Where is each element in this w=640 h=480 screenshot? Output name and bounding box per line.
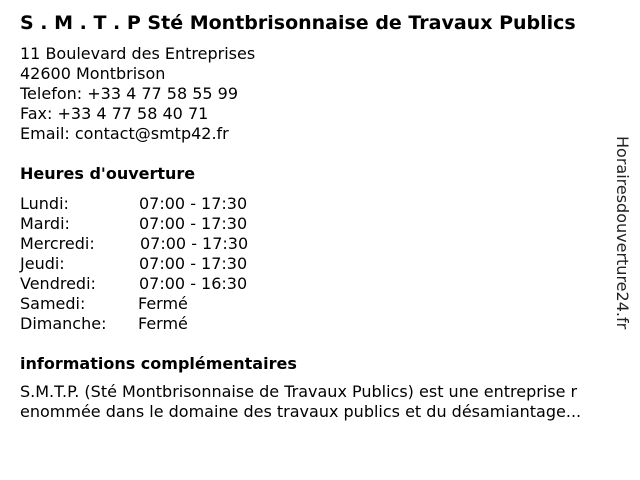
- day-label: Lundi:: [20, 194, 69, 213]
- day-hours: Fermé: [138, 294, 188, 313]
- opening-hours-table: [20, 194, 248, 334]
- hours-heading: Heures d'ouverture: [20, 164, 196, 183]
- address-street: 11 Boulevard des Entreprises: [20, 44, 256, 63]
- phone-number[interactable]: Telefon: +33 4 77 58 55 99: [20, 84, 239, 103]
- hours-row-monday: [20, 194, 248, 214]
- contact-block: [20, 44, 255, 144]
- company-title: S . M . T . P Sté Montbrisonnaise de Travaux Publics: [20, 12, 576, 34]
- hours-row-thursday: [20, 254, 248, 274]
- hours-row-friday: [20, 274, 248, 294]
- hours-row-sunday: [20, 314, 248, 334]
- day-label: Jeudi:: [20, 254, 65, 273]
- hours-row-saturday: [20, 294, 248, 314]
- day-label: Mardi:: [20, 214, 70, 233]
- email-address[interactable]: Email: contact@smtp42.fr: [20, 124, 229, 143]
- address-city: 42600 Montbrison: [20, 64, 166, 83]
- day-label: Vendredi:: [20, 274, 96, 293]
- day-hours: 07:00 - 16:30: [139, 274, 248, 293]
- site-watermark: Horairesdouverture24.fr: [613, 136, 632, 330]
- info-heading: informations complémentaires: [20, 354, 297, 373]
- day-hours: Fermé: [138, 314, 188, 333]
- info-line-1: S.M.T.P. (Sté Montbrisonnaise de Travaux Publics) est une entreprise r: [20, 382, 578, 401]
- info-line-2: enommée dans le domaine des travaux publics et du désamiantage...: [20, 402, 582, 421]
- day-label: Dimanche:: [20, 314, 107, 333]
- info-description: [20, 380, 632, 422]
- day-hours: 07:00 - 17:30: [139, 254, 248, 273]
- day-hours: 07:00 - 17:30: [140, 234, 249, 253]
- day-hours: 07:00 - 17:30: [139, 214, 248, 233]
- day-hours: 07:00 - 17:30: [139, 194, 248, 213]
- day-label: Samedi:: [20, 294, 86, 313]
- hours-row-tuesday: [20, 214, 248, 234]
- day-label: Mercredi:: [20, 234, 95, 253]
- fax-number: Fax: +33 4 77 58 40 71: [20, 104, 209, 123]
- hours-row-wednesday: [20, 234, 248, 254]
